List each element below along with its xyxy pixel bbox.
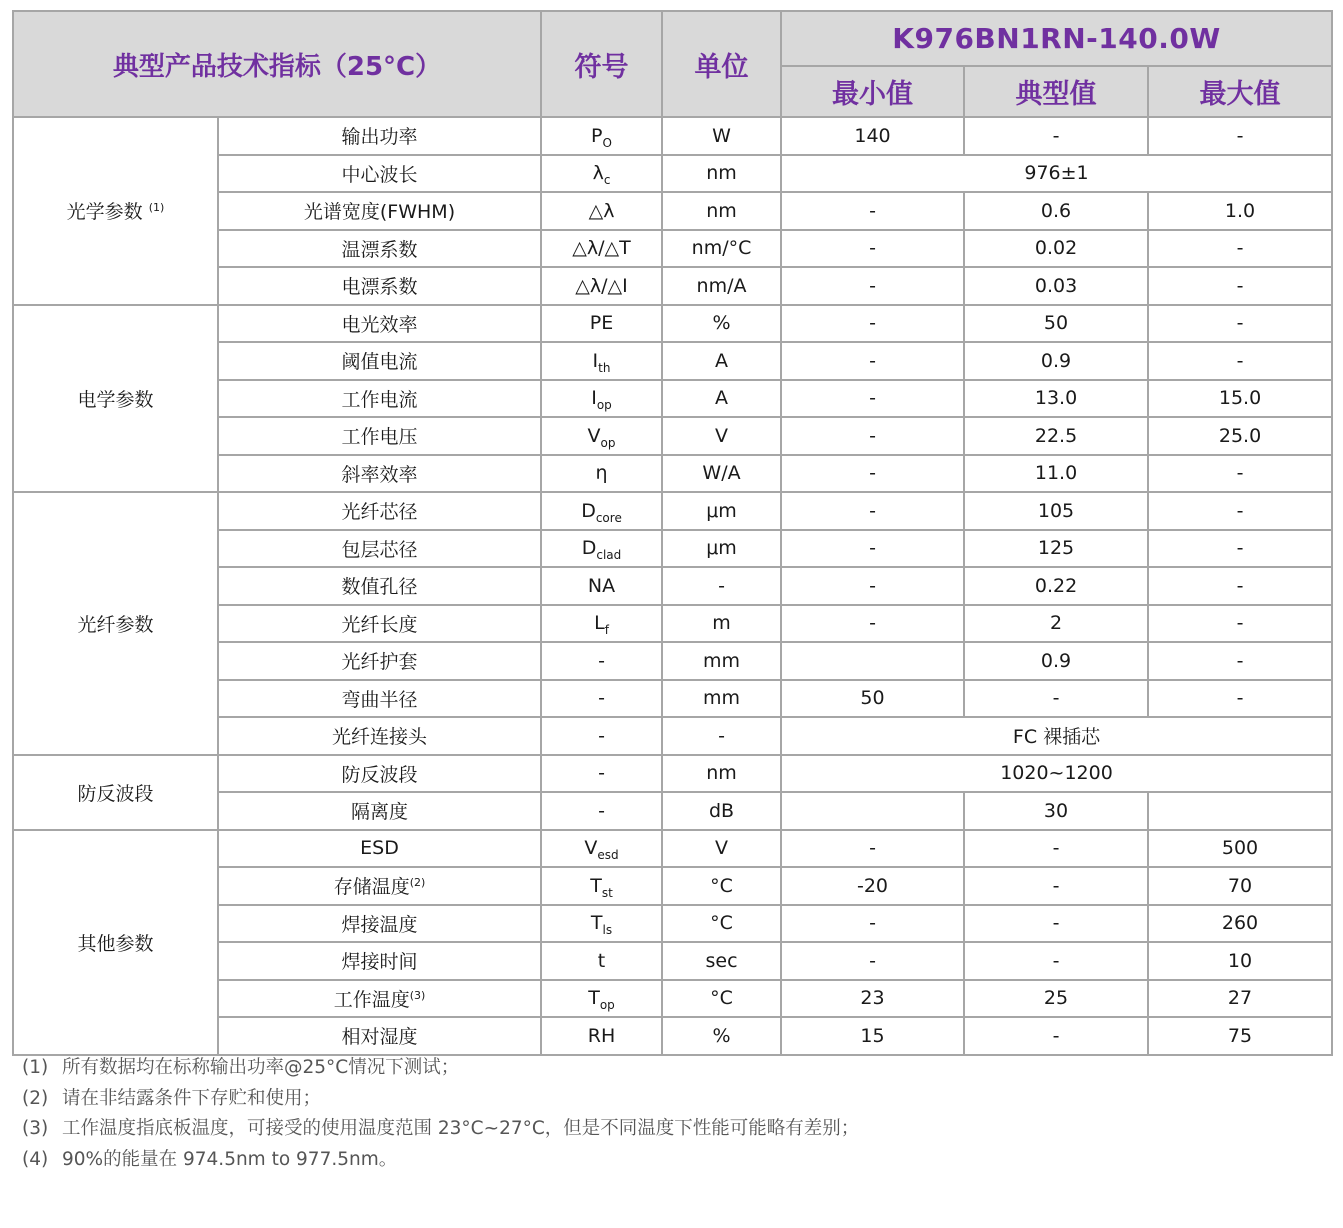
max-value: -: [1148, 530, 1332, 568]
unit: V: [662, 417, 781, 455]
max-header: 最大值: [1148, 66, 1332, 117]
typ-value: -: [964, 1017, 1148, 1055]
parameter-name: [218, 417, 541, 455]
symbol: [541, 117, 662, 155]
footnote: [22, 1053, 859, 1084]
symbol: [541, 942, 662, 980]
parameter-name: [218, 192, 541, 230]
typ-value: -: [964, 942, 1148, 980]
symbol: [541, 380, 662, 418]
typ-header: 典型值: [964, 66, 1148, 117]
parameter-name: [218, 267, 541, 305]
parameter-name: [218, 1017, 541, 1055]
unit: -: [662, 567, 781, 605]
parameter-text: 工作电压: [341, 426, 418, 449]
min-value: [781, 642, 964, 680]
typ-value: -: [964, 830, 1148, 868]
table-row: [13, 830, 1332, 868]
parameter-name: [218, 155, 541, 193]
footnote-ref: (1): [148, 201, 165, 215]
max-value: 260: [1148, 905, 1332, 943]
symbol-subscript: f: [604, 623, 609, 638]
max-value: -: [1148, 267, 1332, 305]
max-value: -: [1148, 455, 1332, 493]
parameter-text: 焊接时间: [341, 951, 418, 974]
max-value: 70: [1148, 867, 1332, 905]
parameter-text: 电光效率: [341, 313, 418, 336]
parameter-name: [218, 980, 541, 1018]
symbol-text: -: [598, 649, 605, 672]
symbol-text: -: [598, 724, 605, 747]
symbol: [541, 980, 662, 1018]
min-value: -: [781, 492, 964, 530]
typ-value: 50: [964, 305, 1148, 343]
min-value: -: [781, 230, 964, 268]
symbol-subscript: ls: [602, 923, 613, 938]
parameter-text: 相对湿度: [341, 1026, 418, 1049]
footnote-text: 请在非结露条件下存贮和使用；: [62, 1087, 322, 1109]
symbol: [541, 567, 662, 605]
symbol-subscript: th: [598, 360, 611, 375]
min-value: -: [781, 192, 964, 230]
symbol: [541, 230, 662, 268]
typ-value: 105: [964, 492, 1148, 530]
table-title: 典型产品技术指标（25°C）: [13, 11, 541, 117]
group-label-text: 防反波段: [77, 782, 154, 805]
symbol: [541, 267, 662, 305]
footnote-text: 所有数据均在标称输出功率@25°C情况下测试；: [62, 1057, 460, 1078]
parameter-name: [218, 567, 541, 605]
min-value: 15: [781, 1017, 964, 1055]
symbol-text: -: [598, 762, 605, 785]
parameter-text: 隔离度: [351, 801, 409, 824]
min-value: -: [781, 942, 964, 980]
footnote-number: (4): [22, 1148, 49, 1170]
parameter-name: [218, 117, 541, 155]
unit: V: [662, 830, 781, 868]
min-header: 最小值: [781, 66, 964, 117]
parameter-name: [218, 342, 541, 380]
parameter-name: [218, 492, 541, 530]
unit: m: [662, 605, 781, 643]
unit: nm/°C: [662, 230, 781, 268]
footnote-number: (1): [22, 1057, 49, 1078]
unit: nm: [662, 755, 781, 793]
parameter-name: [218, 680, 541, 718]
group-label-text: 光学参数: [66, 201, 143, 224]
min-value: -: [781, 417, 964, 455]
parameter-name: [218, 380, 541, 418]
min-value: [781, 792, 964, 830]
symbol-text: T: [588, 987, 600, 1010]
typ-value: 11.0: [964, 455, 1148, 493]
parameter-name: [218, 905, 541, 943]
symbol-subscript: O: [602, 135, 612, 150]
footnote-number: (3): [22, 1118, 49, 1139]
typ-value: 125: [964, 530, 1148, 568]
typ-value: -: [964, 117, 1148, 155]
symbol-subscript: c: [603, 173, 611, 188]
table-row: [13, 755, 1332, 793]
group-label-text: 电学参数: [77, 388, 154, 411]
symbol-text: T: [590, 912, 603, 935]
unit: mm: [662, 642, 781, 680]
footnote-number: (2): [22, 1087, 49, 1109]
unit: W: [662, 117, 781, 155]
min-value: -: [781, 905, 964, 943]
parameter-text: 温漂系数: [341, 238, 418, 261]
unit: sec: [662, 942, 781, 980]
symbol-text: I: [592, 349, 599, 372]
symbol-text: t: [597, 949, 606, 972]
symbol-text: T: [590, 874, 602, 897]
symbol-text: D: [581, 499, 596, 522]
min-value: -: [781, 380, 964, 418]
value-span: 976±1: [781, 155, 1332, 193]
unit: -: [662, 717, 781, 755]
parameter-name: [218, 230, 541, 268]
unit: dB: [662, 792, 781, 830]
symbol: [541, 717, 662, 755]
symbol-text: I: [591, 387, 597, 410]
min-value: -: [781, 605, 964, 643]
typ-value: 0.03: [964, 267, 1148, 305]
group-label: [13, 830, 218, 1055]
min-value: 50: [781, 680, 964, 718]
symbol-text: △λ/△T: [572, 237, 631, 260]
parameter-text: 斜率效率: [341, 463, 418, 486]
typ-value: -: [964, 905, 1148, 943]
parameter-text: ESD: [360, 837, 399, 860]
group-label: [13, 755, 218, 830]
symbol-text: λ: [592, 162, 604, 185]
min-value: -: [781, 267, 964, 305]
parameter-text: 弯曲半径: [341, 688, 418, 711]
parameter-name: [218, 530, 541, 568]
max-value: [1148, 792, 1332, 830]
max-value: -: [1148, 305, 1332, 343]
symbol-text: D: [581, 537, 597, 560]
symbol: [541, 417, 662, 455]
symbol-subscript: st: [601, 885, 613, 900]
max-value: -: [1148, 605, 1332, 643]
typ-value: 0.9: [964, 342, 1148, 380]
symbol-text: V: [587, 424, 601, 447]
symbol-subscript: op: [600, 435, 616, 450]
parameter-name: [218, 867, 541, 905]
unit: %: [662, 305, 781, 343]
parameter-name: [218, 717, 541, 755]
max-value: 25.0: [1148, 417, 1332, 455]
unit: μm: [662, 530, 781, 568]
unit: nm/A: [662, 267, 781, 305]
unit: A: [662, 342, 781, 380]
typ-value: 25: [964, 980, 1148, 1018]
symbol: [541, 192, 662, 230]
unit: nm: [662, 192, 781, 230]
symbol-text: -: [598, 799, 605, 822]
symbol-subscript: op: [596, 398, 612, 413]
unit: °C: [662, 980, 781, 1018]
symbol-subscript: esd: [597, 848, 619, 863]
table-row: [13, 117, 1332, 155]
symbol: [541, 530, 662, 568]
parameter-text: 工作电流: [341, 388, 418, 411]
parameter-text: 输出功率: [341, 126, 418, 149]
typ-value: 0.02: [964, 230, 1148, 268]
group-label: [13, 305, 218, 493]
symbol-text: η: [595, 462, 608, 485]
parameter-text: 焊接温度: [341, 913, 418, 936]
footnote: [22, 1114, 859, 1145]
max-value: -: [1148, 117, 1332, 155]
max-value: 15.0: [1148, 380, 1332, 418]
footnote-text: 90%的能量在 974.5nm to 977.5nm。: [62, 1148, 398, 1170]
parameter-text: 数值孔径: [341, 576, 418, 599]
unit: nm: [662, 155, 781, 193]
max-value: -: [1148, 567, 1332, 605]
symbol: [541, 680, 662, 718]
parameter-name: [218, 830, 541, 868]
footnote: [22, 1145, 859, 1176]
max-value: 75: [1148, 1017, 1332, 1055]
parameter-name: [218, 755, 541, 793]
symbol: [541, 305, 662, 343]
unit: A: [662, 380, 781, 418]
symbol-header: 符号: [541, 11, 662, 117]
symbol-text: PE: [589, 312, 614, 335]
min-value: -: [781, 342, 964, 380]
symbol: [541, 755, 662, 793]
min-value: -: [781, 455, 964, 493]
typ-value: 30: [964, 792, 1148, 830]
typ-value: 0.22: [964, 567, 1148, 605]
spec-table-body: [13, 117, 1332, 1055]
parameter-text: 防反波段: [341, 763, 418, 786]
symbol-text: △λ: [588, 199, 615, 222]
unit: °C: [662, 905, 781, 943]
group-label-text: 光纤参数: [77, 613, 154, 636]
symbol: [541, 792, 662, 830]
parameter-text: 光纤长度: [341, 613, 418, 636]
parameter-name: [218, 642, 541, 680]
min-value: -: [781, 305, 964, 343]
parameter-text: 工作温度: [333, 988, 410, 1011]
table-row: [13, 305, 1332, 343]
symbol-text: P: [591, 124, 603, 147]
max-value: 10: [1148, 942, 1332, 980]
spec-table: [12, 10, 1333, 1056]
footnote-text: 工作温度指底板温度，可接受的使用温度范围 23°C~27°C，但是不同温度下性能可能略有差别；: [62, 1118, 860, 1139]
parameter-text: 光纤芯径: [341, 501, 418, 524]
unit: μm: [662, 492, 781, 530]
min-value: -: [781, 830, 964, 868]
max-value: -: [1148, 342, 1332, 380]
unit-header: 单位: [662, 11, 781, 117]
parameter-text: 存储温度: [333, 876, 410, 899]
symbol: [541, 1017, 662, 1055]
value-span: FC 裸插芯: [781, 717, 1332, 755]
typ-value: 2: [964, 605, 1148, 643]
symbol: [541, 605, 662, 643]
parameter-name: [218, 605, 541, 643]
symbol-text: V: [584, 837, 598, 860]
typ-value: 22.5: [964, 417, 1148, 455]
parameter-text: 光纤连接头: [332, 726, 428, 749]
group-label-text: 其他参数: [77, 932, 154, 955]
symbol-subscript: core: [595, 510, 622, 525]
parameter-text: 电漂系数: [341, 276, 418, 299]
group-label: [13, 492, 218, 755]
typ-value: 13.0: [964, 380, 1148, 418]
min-value: -: [781, 567, 964, 605]
parameter-text: 中心波长: [341, 163, 418, 186]
symbol-text: -: [598, 687, 605, 710]
group-label: [13, 117, 218, 305]
symbol: [541, 642, 662, 680]
symbol-text: NA: [587, 574, 616, 597]
model-header: K976BN1RN-140.0W: [781, 11, 1332, 66]
unit: %: [662, 1017, 781, 1055]
parameter-text: 光纤护套: [341, 651, 418, 674]
unit: °C: [662, 867, 781, 905]
typ-value: -: [964, 680, 1148, 718]
symbol: [541, 455, 662, 493]
max-value: -: [1148, 642, 1332, 680]
parameter-name: [218, 792, 541, 830]
value-span: 1020~1200: [781, 755, 1332, 793]
spec-table-header: [13, 11, 1332, 117]
symbol-text: L: [594, 612, 605, 635]
footnotes: [22, 1053, 859, 1175]
footnote-ref: (2): [409, 876, 426, 890]
footnote: [22, 1084, 859, 1115]
symbol: [541, 867, 662, 905]
symbol: [541, 155, 662, 193]
unit: mm: [662, 680, 781, 718]
min-value: 140: [781, 117, 964, 155]
parameter-name: [218, 942, 541, 980]
min-value: -: [781, 530, 964, 568]
max-value: 1.0: [1148, 192, 1332, 230]
max-value: -: [1148, 492, 1332, 530]
min-value: 23: [781, 980, 964, 1018]
max-value: 27: [1148, 980, 1332, 1018]
symbol: [541, 830, 662, 868]
parameter-name: [218, 305, 541, 343]
parameter-text: 包层芯径: [341, 538, 418, 561]
parameter-text: 阈值电流: [341, 351, 418, 374]
footnote-ref: (3): [409, 988, 426, 1002]
max-value: 500: [1148, 830, 1332, 868]
symbol: [541, 905, 662, 943]
max-value: -: [1148, 230, 1332, 268]
symbol-text: RH: [587, 1024, 616, 1047]
max-value: -: [1148, 680, 1332, 718]
symbol-text: △λ/△I: [575, 274, 628, 297]
table-row: [13, 492, 1332, 530]
min-value: -20: [781, 867, 964, 905]
unit: W/A: [662, 455, 781, 493]
typ-value: 0.6: [964, 192, 1148, 230]
parameter-text: 光谱宽度(FWHM): [303, 201, 456, 224]
typ-value: -: [964, 867, 1148, 905]
parameter-name: [218, 455, 541, 493]
symbol-subscript: clad: [596, 548, 622, 563]
symbol-subscript: op: [599, 998, 615, 1013]
typ-value: 0.9: [964, 642, 1148, 680]
symbol: [541, 492, 662, 530]
symbol: [541, 342, 662, 380]
